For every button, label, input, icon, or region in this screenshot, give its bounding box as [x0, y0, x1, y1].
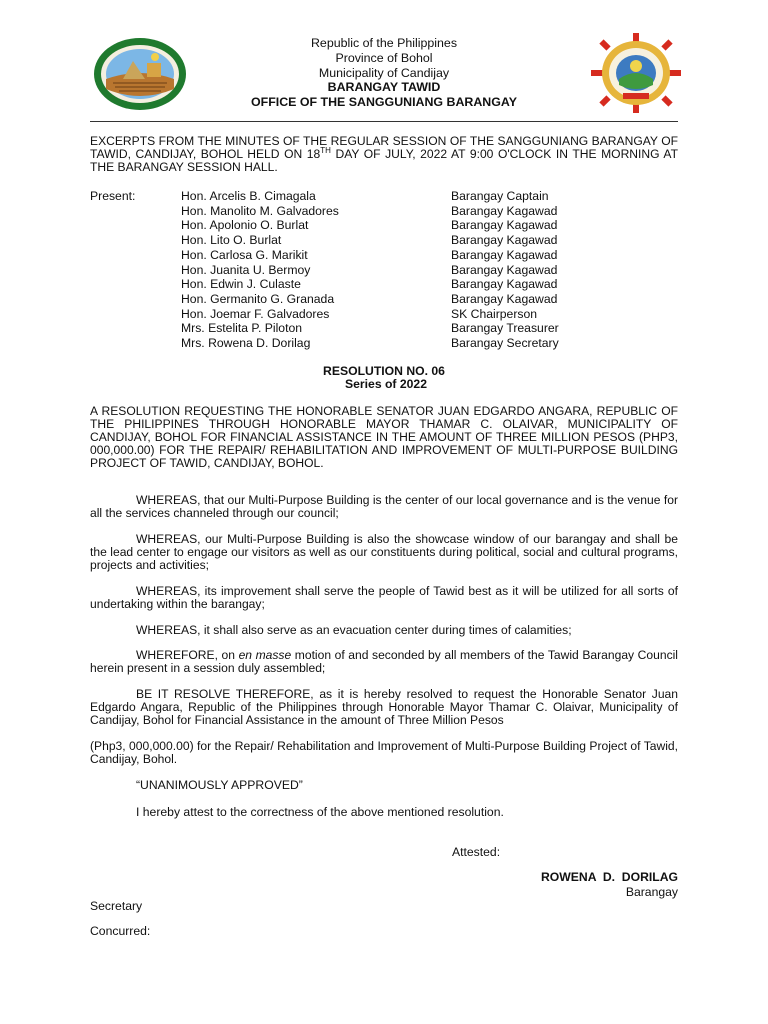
attest-statement: I hereby attest to the correctness of the above mentioned resolution.: [136, 805, 504, 819]
header-office: OFFICE OF THE SANGGUNIANG BARANGAY: [251, 95, 517, 110]
signatory-title-2: Secretary: [90, 899, 143, 913]
member-name: Hon. Juanita U. Bermoy: [181, 262, 311, 277]
header-municipality: Municipality of Candijay: [318, 65, 450, 80]
member-name: Hon. Joemar F. Galvadores: [181, 306, 330, 321]
present-titles-list: [451, 189, 559, 351]
whereas-clause-3: WHEREAS, its improvement shall serve the people of Tawid best as it will be utilized for all sorts of undertaking within the barangay;: [90, 584, 678, 611]
header-republic: Republic of the Philippines: [310, 36, 458, 50]
member-title: Barangay Kagawad: [451, 247, 558, 262]
whereas-clause-2: WHEREAS, our Multi-Purpose Building is also the showcase window of our barangay and shall be the lead center to engage our visitors as well as our constituents during political, social and cultural programs, projects and activities;: [90, 532, 678, 572]
minutes-intro: [90, 135, 678, 174]
member-title: Barangay Captain: [451, 189, 549, 203]
approval-note: “UNANIMOUSLY APPROVED”: [136, 778, 303, 792]
member-title: Barangay Kagawad: [451, 277, 558, 292]
member-title: Barangay Secretary: [451, 336, 559, 351]
resolve-text-1: BE IT RESOLVE THEREFORE, as it is hereby resolved to request the Honorable Senator Juan Edgardo Angara, Republic of the Philippines through Honorable Mayor Thamar C. Olaivar, Municipality of Candijay, Bohol for Financial Assistance in the amount of Three Million Pesos: [90, 687, 678, 727]
present-label: Present:: [90, 189, 136, 203]
intro-superscript: TH: [320, 145, 331, 155]
letterhead: [0, 36, 768, 110]
wherefore-clause: [90, 649, 678, 675]
resolve-clause-cont: (Php3, 000,000.00) for the Repair/ Rehabilitation and Improvement of Multi-Purpose Building Project of Tawid, Candijay, Bohol.: [90, 739, 678, 766]
member-name: Hon. Apolonio O. Burlat: [181, 218, 309, 233]
header-divider: [90, 121, 678, 122]
intro-text-2: DAY OF JULY, 2022 AT 9:00 O'CLOCK IN THE MORNING AT THE BARANGAY SESSION HALL.: [90, 147, 678, 174]
wherefore-text-1: WHEREFORE, on: [136, 648, 239, 662]
member-title: Barangay Treasurer: [451, 321, 559, 336]
whereas-clause-4: WHEREAS, it shall also serve as an evacuation center during times of calamities;: [136, 623, 572, 637]
resolution-title: A RESOLUTION REQUESTING THE HONORABLE SENATOR JUAN EDGARDO ANGARA, REPUBLIC OF THE PHILIPPINES THROUGH HONORABLE MAYOR THAMAR C. OLAIVAR, MUNICIPALITY OF CANDIJAY, BOHOL FOR FINANCIAL ASSISTANCE IN THE AMOUNT OF THREE MILLION PESOS (PHP3, 000,000.00) FOR THE REPAIR/ REHABILITATION AND IMPROVEMENT OF MULTI-PURPOSE BUILDING PROJECT OF TAWID, CANDIJAY, BOHOL.: [90, 404, 678, 470]
signatory-name: ROWENA D. DORILAG: [541, 870, 678, 884]
member-name: Hon. Carlosa G. Marikit: [181, 247, 308, 262]
present-names-list: [181, 189, 339, 351]
resolution-number: RESOLUTION NO. 06: [323, 364, 445, 378]
member-title: SK Chairperson: [451, 306, 538, 321]
member-title: Barangay Kagawad: [451, 218, 558, 233]
header-barangay: BARANGAY TAWID: [327, 80, 441, 95]
intro-text-1: EXCERPTS FROM THE MINUTES OF THE REGULAR SESSION OF THE SANGGUNIANG BARANGAY OF TAWID, CANDIJAY, BOHOL HELD ON 18: [90, 134, 678, 161]
member-name: Hon. Arcelis B. Cimagala: [181, 189, 316, 203]
whereas-clause-1: WHEREAS, that our Multi-Purpose Building is the center of our local governance and is the venue for all the services channeled through our council;: [90, 493, 678, 520]
header-province: Province of Bohol: [335, 50, 433, 65]
attested-label: Attested:: [452, 845, 501, 859]
concurred-label: Concurred:: [90, 924, 151, 938]
signatory-title-1: Barangay: [625, 885, 678, 899]
member-title: Barangay Kagawad: [451, 233, 558, 248]
member-name: Mrs. Estelita P. Piloton: [181, 321, 303, 336]
member-title: Barangay Kagawad: [451, 203, 558, 218]
resolve-clause: [90, 688, 678, 727]
member-name: Hon. Lito O. Burlat: [181, 233, 282, 248]
member-name: Hon. Manolito M. Galvadores: [181, 203, 339, 218]
member-title: Barangay Kagawad: [451, 262, 558, 277]
resolution-series: Series of 2022: [345, 377, 427, 391]
wherefore-italic: en masse: [238, 648, 292, 662]
member-name: Hon. Germanito G. Granada: [181, 291, 335, 306]
member-name: Hon. Edwin J. Culaste: [181, 277, 301, 292]
member-title: Barangay Kagawad: [451, 291, 558, 306]
wherefore-text-2: motion of and seconded by all members of the Tawid Barangay Council herein present in a session duly assembled;: [90, 648, 678, 675]
member-name: Mrs. Rowena D. Dorilag: [181, 336, 311, 351]
